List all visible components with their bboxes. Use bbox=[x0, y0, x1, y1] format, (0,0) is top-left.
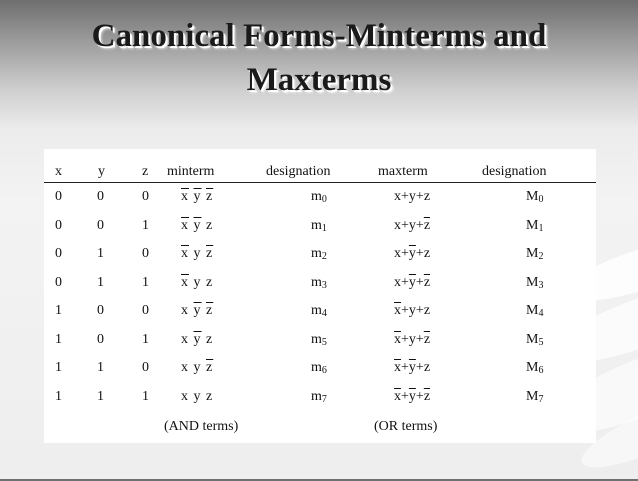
cell-maxterm-designation: $M_5$ bbox=[526, 331, 544, 348]
plus: + bbox=[415, 217, 424, 233]
cell-y: 0 bbox=[97, 303, 104, 318]
subscript: 1 bbox=[321, 222, 327, 234]
cell-minterm-designation: $m_2$ bbox=[311, 246, 327, 262]
slide-title-line2: Maxterms bbox=[246, 62, 392, 98]
header-maxterm: maxterm bbox=[378, 164, 428, 179]
literal: $\overline{x}$ bbox=[394, 388, 401, 404]
literal: y bbox=[408, 217, 416, 233]
cell-minterm-designation: $m_0$ bbox=[311, 189, 327, 205]
literal: y bbox=[408, 189, 416, 204]
subscript: 7 bbox=[538, 393, 544, 405]
literal: $\overline{x}$ bbox=[394, 331, 401, 347]
cell-x: 1 bbox=[55, 303, 62, 318]
literal: $\overline{x}$ bbox=[181, 274, 189, 290]
cell-x: 1 bbox=[55, 388, 62, 404]
literal: $\overline{x}$ bbox=[394, 303, 401, 318]
plus: + bbox=[401, 246, 409, 261]
plus: + bbox=[401, 360, 409, 375]
table-header bbox=[44, 162, 596, 183]
cell-maxterm bbox=[394, 273, 430, 293]
literal: $\overline{y}$ bbox=[193, 189, 202, 204]
cell-minterm-designation: $m_7$ bbox=[311, 388, 327, 405]
table-row bbox=[44, 273, 596, 295]
cell-minterm-designation: $m_3$ bbox=[311, 274, 327, 291]
literal: z bbox=[206, 331, 214, 347]
cell-maxterm bbox=[394, 244, 430, 264]
literal: z bbox=[206, 274, 214, 290]
literal: $\overline{y}$ bbox=[193, 331, 202, 347]
slide-title bbox=[0, 14, 638, 102]
plus: + bbox=[401, 331, 409, 347]
table-row bbox=[44, 244, 596, 266]
literal: $\overline{y}$ bbox=[408, 274, 416, 290]
cell-maxterm bbox=[394, 216, 430, 236]
table-row bbox=[44, 330, 596, 352]
table-row bbox=[44, 187, 596, 209]
literal: y bbox=[193, 274, 202, 290]
header-y: y bbox=[98, 164, 105, 179]
literal: z bbox=[423, 303, 431, 318]
cell-minterm bbox=[181, 358, 213, 378]
cell-y: 0 bbox=[97, 331, 104, 347]
literal: x bbox=[394, 246, 401, 261]
subscript: 0 bbox=[538, 194, 544, 205]
literal: $\overline{x}$ bbox=[181, 246, 189, 261]
cell-minterm bbox=[181, 301, 213, 321]
literal: $\overline{y}$ bbox=[193, 303, 202, 318]
literal: $\overline{z}$ bbox=[423, 331, 431, 347]
cell-maxterm-designation: $M_3$ bbox=[526, 274, 544, 291]
literal: z bbox=[423, 246, 431, 261]
plus: + bbox=[401, 217, 409, 233]
subscript: 2 bbox=[321, 251, 327, 262]
cell-x: 0 bbox=[55, 217, 62, 233]
literal: y bbox=[193, 388, 202, 404]
cell-maxterm bbox=[394, 187, 430, 207]
table-row bbox=[44, 358, 596, 380]
literal: z bbox=[206, 388, 214, 404]
cell-z: 0 bbox=[142, 189, 149, 204]
subscript: 5 bbox=[321, 336, 327, 348]
literal: z bbox=[423, 189, 431, 204]
cell-maxterm-designation: $M_6$ bbox=[526, 360, 544, 376]
subscript: 2 bbox=[538, 251, 544, 262]
cell-z: 1 bbox=[142, 331, 149, 347]
cell-x: 0 bbox=[55, 246, 62, 261]
cell-minterm bbox=[181, 387, 213, 407]
plus: + bbox=[415, 274, 424, 290]
cell-x: 1 bbox=[55, 360, 62, 375]
literal: $\overline{z}$ bbox=[206, 303, 214, 318]
header-designation: designation bbox=[266, 164, 331, 179]
cell-minterm bbox=[181, 216, 213, 236]
cell-y: 0 bbox=[97, 217, 104, 233]
cell-z: 1 bbox=[142, 388, 149, 404]
plus: + bbox=[415, 388, 424, 404]
plus: + bbox=[415, 331, 424, 347]
cell-z: 0 bbox=[142, 303, 149, 318]
subscript: 3 bbox=[538, 279, 544, 291]
cell-maxterm-designation: $M_4$ bbox=[526, 303, 544, 319]
subscript: 5 bbox=[538, 336, 544, 348]
cell-y: 1 bbox=[97, 274, 104, 290]
literal: $\overline{z}$ bbox=[206, 246, 214, 261]
literal: y bbox=[193, 246, 202, 261]
literal: y bbox=[408, 303, 416, 318]
plus: + bbox=[401, 303, 409, 318]
header-minterm: minterm bbox=[167, 164, 215, 179]
cell-maxterm-designation: $M_0$ bbox=[526, 189, 544, 205]
cell-y: 1 bbox=[97, 388, 104, 404]
cell-maxterm bbox=[394, 387, 430, 407]
cell-z: 0 bbox=[142, 246, 149, 261]
literal: $\overline{x}$ bbox=[181, 217, 189, 233]
literal: x bbox=[394, 274, 401, 290]
cell-z: 0 bbox=[142, 360, 149, 375]
header-x: x bbox=[55, 164, 62, 179]
subscript: 1 bbox=[538, 222, 544, 234]
literal: x bbox=[181, 331, 189, 347]
literal: y bbox=[408, 331, 416, 347]
literal: $\overline{z}$ bbox=[206, 189, 214, 204]
plus: + bbox=[401, 189, 409, 204]
header-z: z bbox=[142, 164, 149, 179]
cell-x: 0 bbox=[55, 274, 62, 290]
cell-minterm-designation: $m_6$ bbox=[311, 360, 327, 376]
subscript: 4 bbox=[321, 308, 327, 319]
table-row bbox=[44, 301, 596, 323]
literal: $\overline{z}$ bbox=[423, 217, 431, 233]
cell-maxterm-designation: $M_7$ bbox=[526, 388, 544, 405]
cell-y: 1 bbox=[97, 246, 104, 261]
subscript: 7 bbox=[321, 393, 327, 405]
literal: x bbox=[181, 303, 189, 318]
literal: z bbox=[423, 360, 431, 375]
literal: x bbox=[394, 217, 401, 233]
subscript: 3 bbox=[321, 279, 327, 291]
subscript: 0 bbox=[321, 194, 327, 205]
cell-x: 1 bbox=[55, 331, 62, 347]
cell-minterm-designation: $m_4$ bbox=[311, 303, 327, 319]
cell-y: 0 bbox=[97, 189, 104, 204]
literal: x bbox=[394, 189, 401, 204]
cell-maxterm bbox=[394, 330, 430, 350]
cell-y: 1 bbox=[97, 360, 104, 375]
cell-maxterm bbox=[394, 301, 430, 321]
literal: $\overline{y}$ bbox=[408, 246, 416, 261]
literal: $\overline{x}$ bbox=[394, 360, 401, 375]
literal: z bbox=[206, 217, 214, 233]
cell-x: 0 bbox=[55, 189, 62, 204]
cell-z: 1 bbox=[142, 217, 149, 233]
cell-minterm bbox=[181, 244, 213, 264]
footer-and-terms: (AND terms) bbox=[164, 419, 239, 434]
header-designation-max: designation bbox=[482, 164, 547, 179]
plus: + bbox=[415, 360, 424, 375]
literal: $\overline{x}$ bbox=[181, 189, 189, 204]
footer-or-terms: (OR terms) bbox=[374, 419, 438, 434]
cell-maxterm-designation: $M_1$ bbox=[526, 217, 544, 234]
subscript: 6 bbox=[538, 365, 544, 376]
cell-minterm bbox=[181, 273, 213, 293]
table-row bbox=[44, 387, 596, 409]
literal: $\overline{z}$ bbox=[206, 360, 214, 375]
literal: $\overline{z}$ bbox=[423, 388, 431, 404]
cell-maxterm-designation: $M_2$ bbox=[526, 246, 544, 262]
literal: x bbox=[181, 360, 189, 375]
plus: + bbox=[401, 388, 409, 404]
slide-title-line1: Canonical Forms-Minterms and bbox=[91, 18, 547, 54]
cell-minterm-designation: $m_5$ bbox=[311, 331, 327, 348]
cell-minterm bbox=[181, 330, 213, 350]
cell-z: 1 bbox=[142, 274, 149, 290]
literal: y bbox=[193, 360, 202, 375]
cell-minterm bbox=[181, 187, 213, 207]
literal: $\overline{y}$ bbox=[193, 217, 202, 233]
literal: $\overline{y}$ bbox=[408, 360, 416, 375]
truth-table-panel bbox=[44, 149, 596, 443]
plus: + bbox=[415, 303, 424, 318]
subscript: 4 bbox=[538, 308, 544, 319]
cell-minterm-designation: $m_1$ bbox=[311, 217, 327, 234]
plus: + bbox=[401, 274, 409, 290]
literal: $\overline{y}$ bbox=[408, 388, 416, 404]
subscript: 6 bbox=[321, 365, 327, 376]
table-row bbox=[44, 216, 596, 238]
plus: + bbox=[415, 189, 424, 204]
literal: $\overline{z}$ bbox=[423, 274, 431, 290]
plus: + bbox=[415, 246, 424, 261]
cell-maxterm bbox=[394, 358, 430, 378]
literal: x bbox=[181, 388, 189, 404]
